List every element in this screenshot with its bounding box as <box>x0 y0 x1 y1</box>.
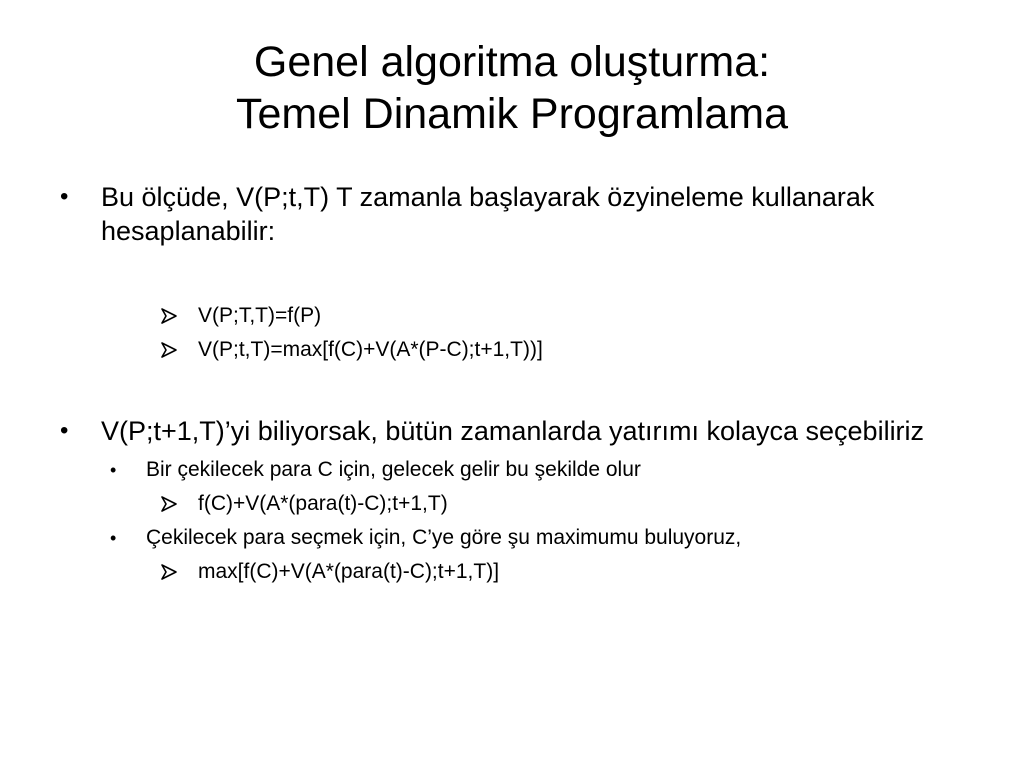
list-item <box>58 302 988 330</box>
title-line-2: Temel Dinamik Programlama <box>236 90 788 138</box>
bullet-dot-icon: • <box>60 183 69 210</box>
arrowhead-bullet-icon <box>160 490 178 518</box>
list-item <box>58 456 988 484</box>
bullet-text: Çekilecek para seçmek için, C’ye göre şu maximumu buluyoruz, <box>146 526 742 549</box>
bullet-dot-icon: • <box>60 417 69 444</box>
bullet-text: V(P;T,T)=f(P) <box>198 304 322 327</box>
list-item <box>58 336 988 364</box>
bullet-text: V(P;t,T)=max[f(C)+V(A*(P-C);t+1,T))] <box>198 338 543 361</box>
list-item <box>58 490 988 518</box>
list-item <box>58 414 981 448</box>
bullet-text: V(P;t+1,T)’yi biliyorsak, bütün zamanlarda yatırımı kolayca seçebiliriz <box>101 416 925 446</box>
list-item <box>58 524 988 552</box>
bullet-text: Bir çekilecek para C için, gelecek gelir bu şekilde olur <box>146 458 641 481</box>
slide-title <box>0 36 1024 140</box>
bullet-dot-icon: • <box>110 460 117 480</box>
list-item <box>58 180 961 248</box>
bullet-text: f(C)+V(A*(para(t)-C);t+1,T) <box>198 492 448 515</box>
title-line-1: Genel algoritma oluşturma: <box>253 38 771 86</box>
bullet-text: max[f(C)+V(A*(para(t)-C);t+1,T)] <box>198 560 500 583</box>
list-item <box>58 558 988 586</box>
bullet-text: Bu ölçüde, V(P;t,T) T zamanla başlayarak özyineleme kullanarak hesaplanabilir: <box>101 182 875 246</box>
arrowhead-bullet-icon <box>160 302 178 330</box>
arrowhead-bullet-icon <box>160 336 178 364</box>
bullet-list <box>58 180 988 586</box>
bullet-dot-icon: • <box>110 528 117 548</box>
arrowhead-bullet-icon <box>160 558 178 586</box>
